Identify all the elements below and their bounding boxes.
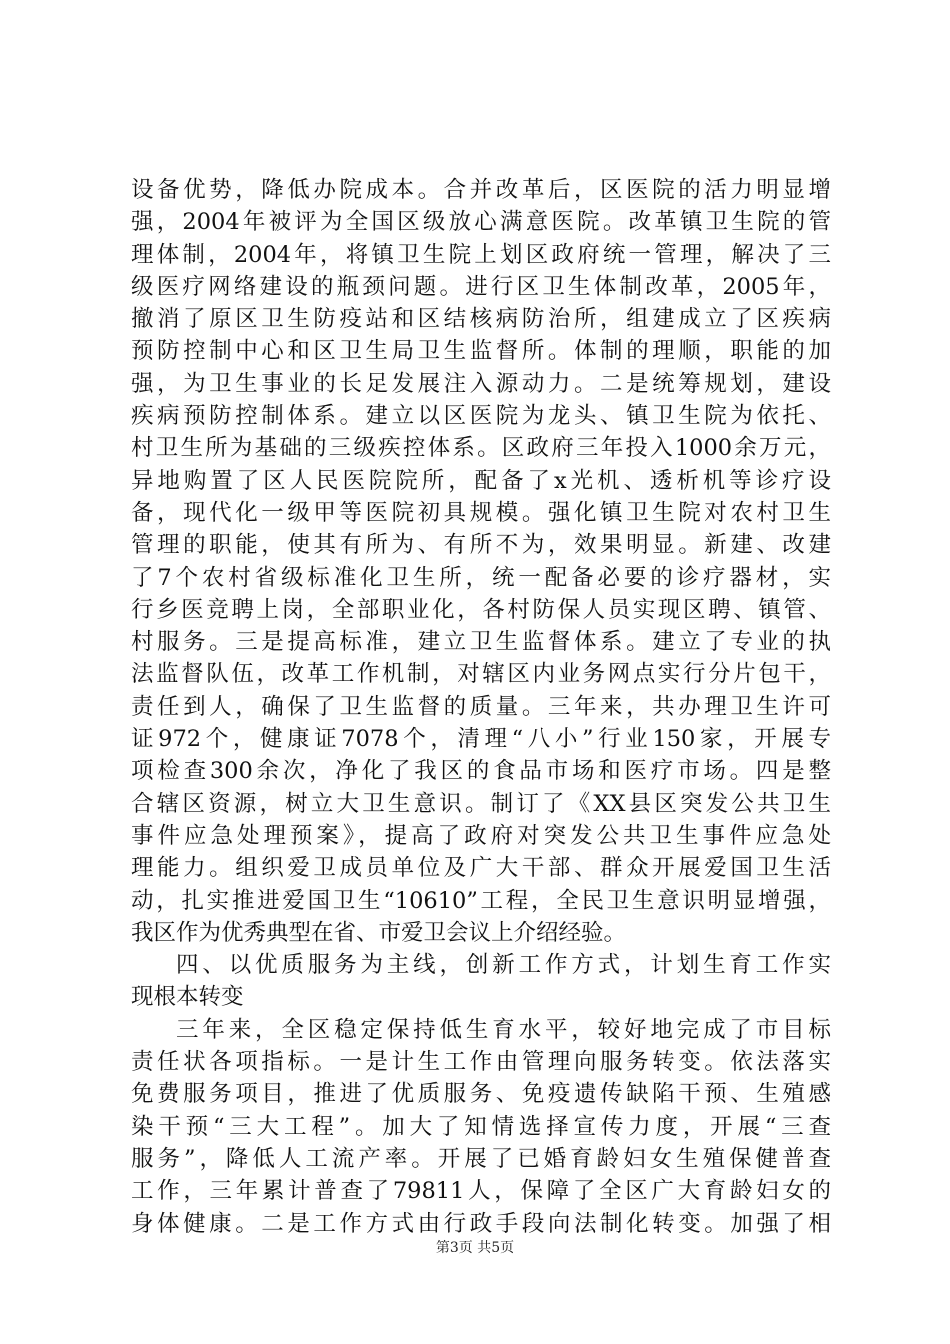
text-line: 证972个，健康证7078个，清理“八小”行业150家，开展专 — [131, 726, 831, 753]
text-line: 疾病预防控制体系。建立以区医院为龙头、镇卫生院为依托、 — [131, 403, 831, 430]
text-line: 行乡医竞聘上岗，全部职业化，各村防保人员实现区聘、镇管、 — [131, 596, 831, 623]
text-line: 责任状各项指标。一是计生工作由管理向服务转变。依法落实 — [131, 1049, 831, 1076]
text-line: 预防控制中心和区卫生局卫生监督所。体制的理顺，职能的加 — [131, 338, 831, 365]
text-line: 管理的职能，使其有所为、有所不为，效果明显。新建、改建 — [131, 532, 831, 559]
text-line: 了7个农村省级标准化卫生所，统一配备必要的诊疗器材，实 — [131, 564, 831, 591]
document-body — [131, 174, 831, 1240]
text-line: 村服务。三是提高标准，建立卫生监督体系。建立了专业的执 — [131, 629, 831, 656]
text-line: 撤消了原区卫生防疫站和区结核病防治所，组建成立了区疾病 — [131, 306, 831, 333]
text-line: 理体制，2004年，将镇卫生院上划区政府统一管理，解决了三 — [131, 241, 831, 268]
text-line: 项检查300余次，净化了我区的食品市场和医疗市场。四是整 — [131, 758, 831, 785]
section-heading-line: 四、以优质服务为主线，创新工作方式，计划生育工作实 — [176, 952, 831, 979]
text-line: 合辖区资源，树立大卫生意识。制订了《XX县区突发公共卫生 — [131, 790, 831, 817]
text-line: 设备优势，降低办院成本。合并改革后，区医院的活力明显增 — [131, 177, 831, 203]
text-line: 级医疗网络建设的瓶颈问题。进行区卫生体制改革，2005年， — [131, 273, 831, 300]
text-line: 法监督队伍，改革工作机制，对辖区内业务网点实行分片包干， — [131, 661, 831, 688]
text-line: 动，扎实推进爱国卫生“10610”工程，全民卫生意识明显增强， — [131, 887, 831, 914]
text-line: 强，为卫生事业的长足发展注入源动力。二是统筹规划，建设 — [131, 370, 831, 397]
section-heading-line: 现根本转变 — [131, 984, 244, 1011]
text-line: 村卫生所为基础的三级疾控体系。区政府三年投入1000余万元， — [131, 435, 831, 462]
text-line: 备，现代化一级甲等医院初具规模。强化镇卫生院对农村卫生 — [131, 499, 831, 526]
text-line: 三年来，全区稳定保持低生育水平，较好地完成了市目标 — [176, 1016, 831, 1043]
text-line: 服务”，降低人工流产率。开展了已婚育龄妇女生殖保健普查 — [131, 1145, 831, 1172]
text-line: 染干预“三大工程”。加大了知情选择宣传力度，开展“三查 — [131, 1113, 831, 1140]
text-line: 强，2004年被评为全国区级放心满意医院。改革镇卫生院的管 — [131, 209, 831, 236]
text-line: 事件应急处理预案》，提高了政府对突发公共卫生事件应急处 — [131, 822, 831, 849]
text-line: 免费服务项目，推进了优质服务、免疫遗传缺陷干预、生殖感 — [131, 1081, 831, 1108]
text-line: 异地购置了区人民医院院所，配备了x光机、透析机等诊疗设 — [131, 467, 831, 494]
text-line: 身体健康。二是工作方式由行政手段向法制化转变。加强了相 — [131, 1210, 831, 1237]
text-line: 我区作为优秀典型在省、市爱卫会议上介绍经验。 — [131, 919, 627, 946]
text-line: 工作，三年累计普查了79811人，保障了全区广大育龄妇女的 — [131, 1178, 831, 1205]
text-line: 理能力。组织爱卫成员单位及广大干部、群众开展爱国卫生活 — [131, 855, 831, 882]
page-footer: 第3页 共5页 — [435, 1240, 515, 1256]
text-line: 责任到人，确保了卫生监督的质量。三年来，共办理卫生许可 — [131, 693, 831, 720]
